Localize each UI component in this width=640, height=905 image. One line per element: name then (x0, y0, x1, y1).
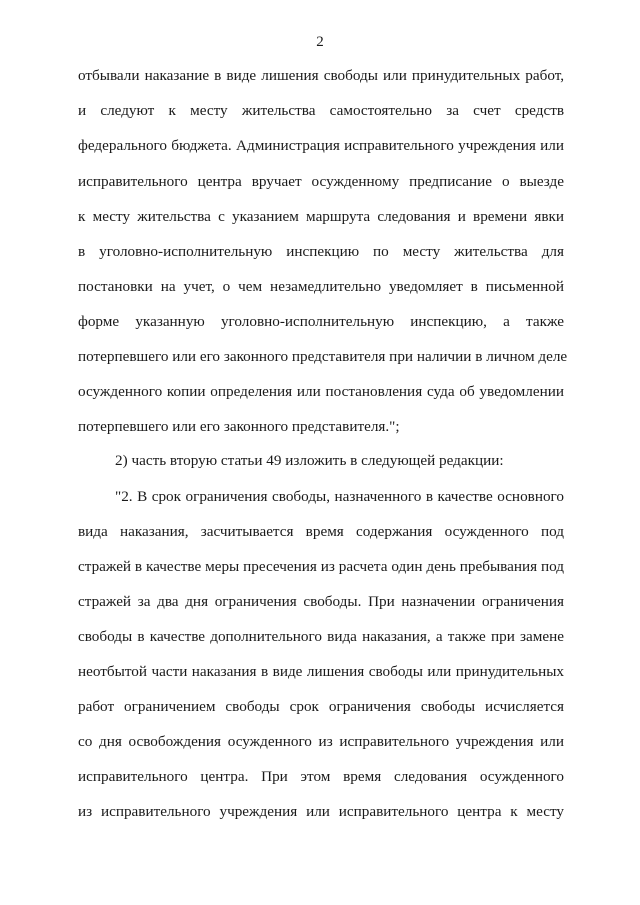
text-line: форме указанную уголовно-исполнительную инспекцию, а также (78, 313, 564, 330)
text-line: работ ограничением свободы срок ограничения свободы исчисляется (78, 698, 564, 715)
text-line: исправительного центра. При этом время следования осужденного (78, 768, 564, 785)
text-line: стражей в качестве меры пресечения из расчета один день пребывания под (78, 558, 564, 575)
text-line: постановки на учет, о чем незамедлительно уведомляет в письменной (78, 278, 564, 295)
text-line: и следуют к месту жительства самостоятельно за счет средств (78, 102, 564, 119)
page-number: 2 (316, 34, 324, 50)
text-line: потерпевшего или его законного представителя."; (78, 418, 400, 435)
text-line: 2) часть вторую статьи 49 изложить в следующей редакции: (115, 452, 504, 469)
text-line: свободы в качестве дополнительного вида наказания, а также при замене (78, 628, 564, 645)
text-line: к месту жительства с указанием маршрута следования и времени явки (78, 208, 564, 225)
text-line: исправительного центра вручает осужденному предписание о выезде (78, 173, 564, 190)
text-line: "2. В срок ограничения свободы, назначенного в качестве основного (115, 488, 564, 505)
text-line: со дня освобождения осужденного из исправительного учреждения или (78, 733, 564, 750)
text-line: осужденного копии определения или постановления суда об уведомлении (78, 383, 564, 400)
text-line: вида наказания, засчитывается время содержания осужденного под (78, 523, 564, 540)
text-line: отбывали наказание в виде лишения свободы или принудительных работ, (78, 67, 564, 84)
text-line: федерального бюджета. Администрация исправительного учреждения или (78, 137, 564, 154)
text-line: потерпевшего или его законного представителя при наличии в личном деле (78, 348, 568, 365)
text-line: стражей за два дня ограничения свободы. При назначении ограничения (78, 593, 564, 610)
text-line: в уголовно-исполнительную инспекцию по месту жительства для (78, 243, 564, 260)
text-line: из исправительного учреждения или исправительного центра к месту (78, 803, 564, 820)
text-line: неотбытой части наказания в виде лишения свободы или принудительных (78, 663, 564, 680)
